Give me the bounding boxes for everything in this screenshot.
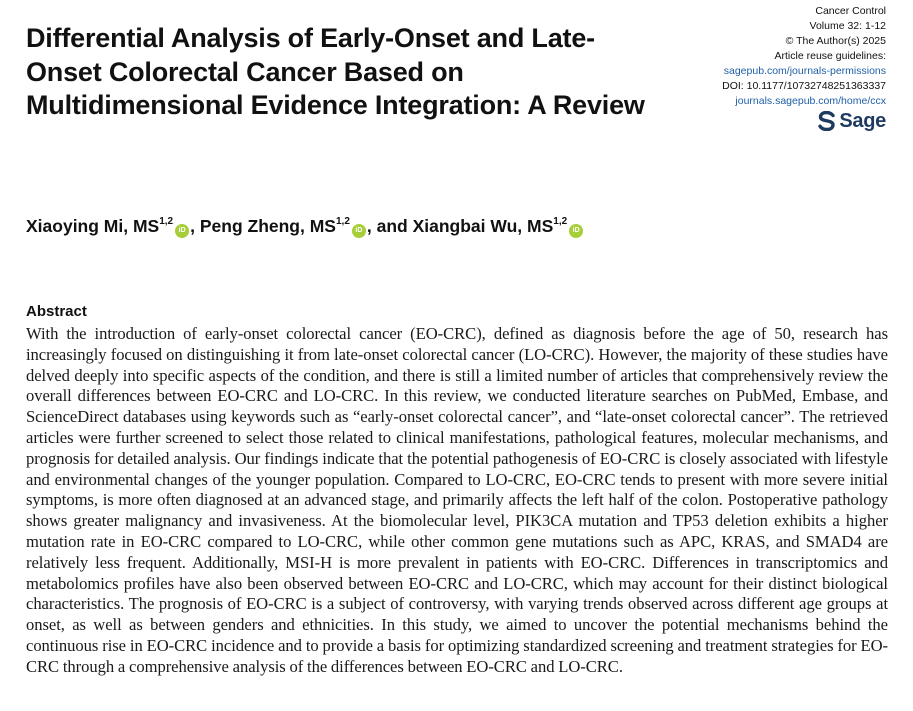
journal-volume: Volume 32: 1-12 bbox=[809, 20, 886, 32]
journal-home-link[interactable]: journals.sagepub.com/home/ccx bbox=[735, 95, 886, 107]
copyright-notice: © The Author(s) 2025 bbox=[785, 35, 886, 47]
orcid-icon[interactable]: iD bbox=[569, 224, 583, 238]
author-affiliation: 1,2 bbox=[553, 216, 568, 227]
author-name: Peng Zheng, MS bbox=[199, 216, 336, 236]
article-title: Differential Analysis of Early-Onset and Late-Onset Colorectal Cancer Based on Multidimensional Evidence Integration: A Review bbox=[26, 23, 645, 120]
author-separator: , and bbox=[366, 216, 413, 236]
reuse-label: Article reuse guidelines: bbox=[774, 50, 886, 62]
abstract-body: With the introduction of early-onset colorectal cancer (EO-CRC), defined as diagnosis before the age of 50, research has increasingly focused on distinguishing it from late-onset colorectal cancer (LO-CRC). However, the majority of these studies have delved deeply into specific aspects of the condition, and there is still a limited number of articles that comprehensively review the overall differences between EO-CRC and LO-CRC. In this review, we conducted literature searches on PubMed, Embase, and ScienceDirect databases using keywords such as “early-onset colorectal cancer”, and “late-onset colorectal cancer”. The retrieved articles were further screened to select those related to clinical manifestations, pathological features, molecular mechanisms, and prognosis for detailed analysis. Our findings indicate that the potential pathogenesis of EO-CRC is closely associated with lifestyle and environmental changes of the younger population. Compared to LO-CRC, EO-CRC tends to present with more severe initial symptoms, is more often diagnosed at an advanced stage, and primarily affects the left half of the colon. Postoperative pathology shows greater malignancy and invasiveness. At the biomolecular level, PIK3CA mutation and TP53 deletion exhibits a higher mutation rate in EO-CRC compared to LO-CRC, while other common gene mutations such as APC, KRAS, and SMAD4 are relatively less frequent. Additionally, MSI-H is more prevalent in patients with EO-CRC. Differences in transcriptomics and metabolomics profiles have also been observed between EO-CRC and LO-CRC, which may account for their distinct biological characteristics. The prognosis of EO-CRC is a subject of controversy, with varying trends observed across different age groups at onset, as well as between genders and ethnicities. In this study, we aimed to uncover the potential mechanisms behind the continuous rise in EO-CRC incidence and to provide a basis for optimizing standardized screening and treatment strategies for EO-CRC through a comprehensive analysis of the differences between EO-CRC and LO-CRC. bbox=[26, 324, 888, 676]
reuse-link[interactable]: sagepub.com/journals-permissions bbox=[723, 65, 886, 77]
orcid-icon[interactable]: iD bbox=[175, 224, 189, 238]
author-affiliation: 1,2 bbox=[159, 216, 174, 227]
journal-name: Cancer Control bbox=[815, 5, 886, 17]
publisher-name: Sage bbox=[839, 109, 886, 132]
author-name: Xiangbai Wu, MS bbox=[412, 216, 554, 236]
author-separator: , bbox=[190, 216, 200, 236]
abstract-heading: Abstract bbox=[26, 303, 87, 320]
orcid-icon[interactable]: iD bbox=[352, 224, 366, 238]
sage-logo bbox=[818, 111, 886, 131]
author-affiliation: 1,2 bbox=[335, 216, 350, 227]
doi: DOI: 10.1177/10732748251363337 bbox=[722, 80, 886, 92]
journal-meta bbox=[626, 4, 886, 136]
author-list bbox=[26, 216, 584, 238]
sage-s-icon bbox=[818, 111, 836, 131]
author-name: Xiaoying Mi, MS bbox=[26, 216, 160, 236]
